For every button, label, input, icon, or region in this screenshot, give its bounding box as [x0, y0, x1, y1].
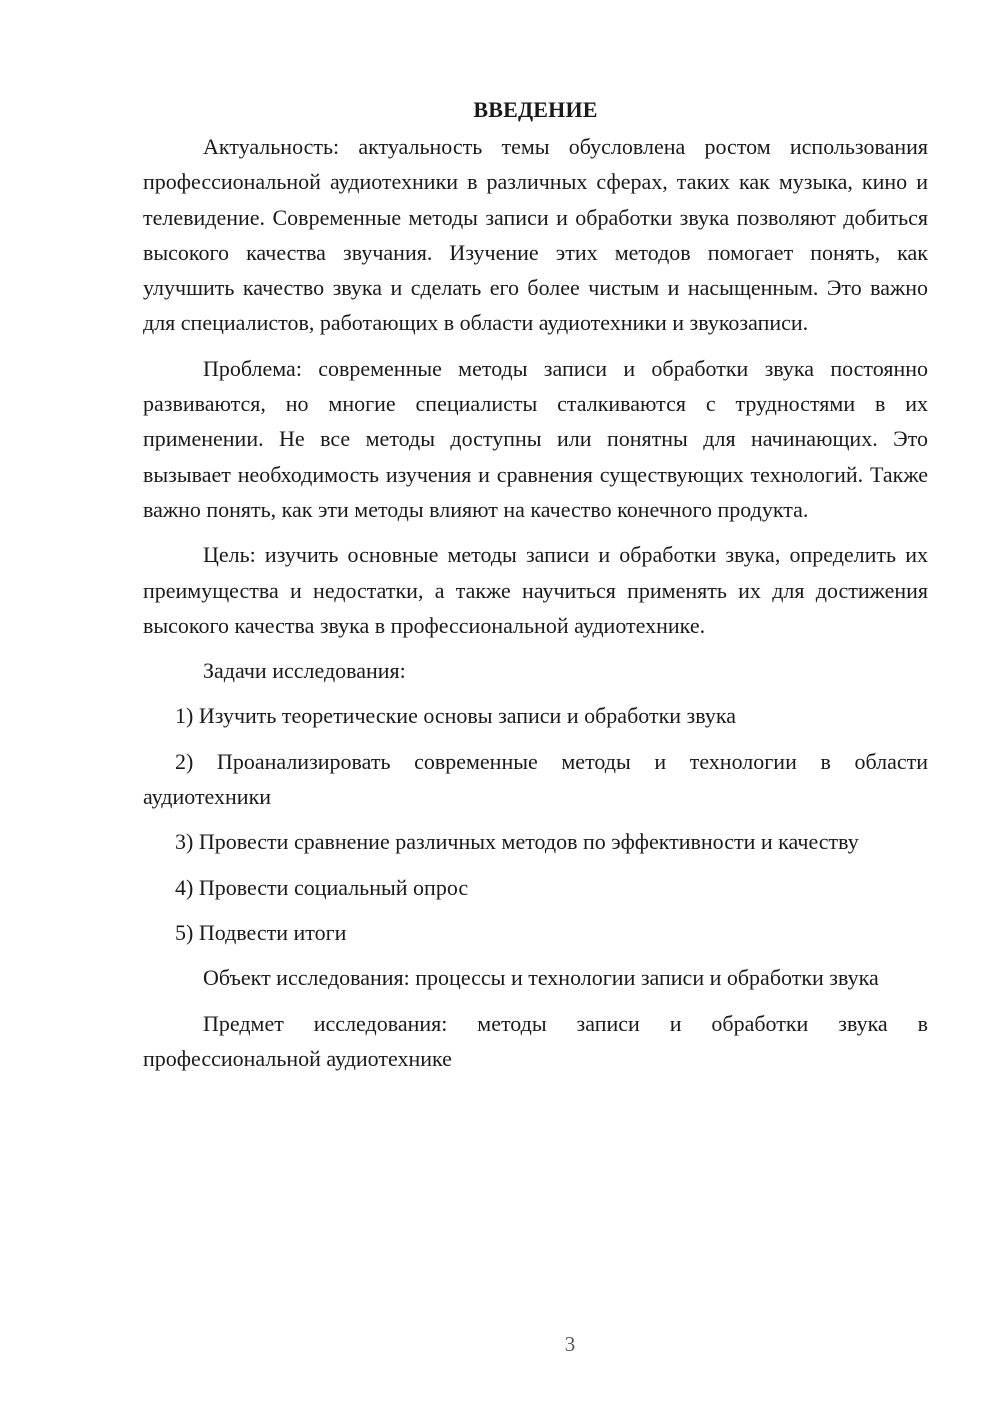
task-item: 3) Провести сравнение различных методов по эффективности и качеству — [175, 829, 859, 855]
task-item: 5) Подвести итоги — [175, 919, 347, 945]
problem-paragraph: Проблема: современные методы записи и обработки звука постоянно развиваются, но многие специалисты сталкиваются с трудностями в их применении. Не все методы доступны или понятны для начинающих. Это вызывает необходимость изучения и сравнения существующих технологий. Также важно понять, как эти методы влияют на качество конечного продукта. — [143, 355, 928, 522]
object-paragraph: Объект исследования: процессы и технологии записи и обработки звука — [203, 965, 879, 991]
page-number: 3 — [564, 1332, 576, 1356]
tasks-title: Задачи исследования: — [203, 658, 406, 684]
page-title: ВВЕДЕНИЕ — [473, 97, 598, 122]
page-content — [143, 92, 928, 1086]
relevance-paragraph: Актуальность: актуальность темы обусловлена ростом использования профессиональной аудиотехники в различных сферах, таких как музыка, кино и телевидение. Современные методы записи и обработки звука позволяют добиться высокого качества звучания. Изучение этих методов помогает понять, как улучшить качество звука и сделать его более чистым и насыщенным. Это важно для специалистов, работающих в области аудиотехники и звукозаписи. — [143, 134, 928, 336]
task-item: 2) Проанализировать современные методы и технологии в области аудиотехники — [143, 748, 928, 810]
task-item: 4) Провести социальный опрос — [175, 874, 469, 900]
task-item: 1) Изучить теоретические основы записи и обработки звука — [175, 703, 736, 729]
goal-paragraph: Цель: изучить основные методы записи и обработки звука, определить их преимущества и недостатки, а также научиться применять их для достижения высокого качества звука в профессиональной аудиотехнике. — [143, 542, 928, 638]
subject-paragraph: Предмет исследования: методы записи и обработки звука в профессиональной аудиотехнике — [143, 1010, 928, 1071]
